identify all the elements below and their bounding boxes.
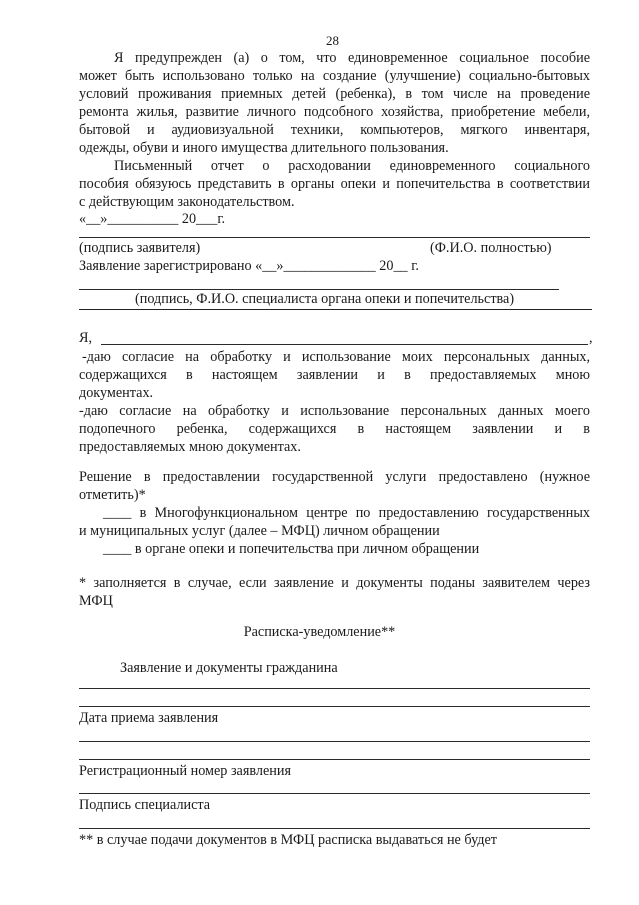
receipt-rule <box>79 688 590 689</box>
decision-option-guardianship: ____ в органе опеки и попечительства при личном обращении <box>103 541 480 557</box>
receipt-rule <box>79 741 590 742</box>
receipt-date-label: Дата приема заявления <box>79 710 219 726</box>
consent-comma: , <box>589 330 593 346</box>
receipt-rule <box>79 759 590 760</box>
specialist-label: (подпись, Ф.И.О. специалиста органа опеки и попечительства) <box>135 291 515 307</box>
decision-option-mfc-cont: и муниципальных услуг (далее – МФЦ) личном обращении <box>79 523 440 539</box>
consent-line: подопечного ребенка, содержащихся в настоящем заявлении и в <box>79 421 590 437</box>
date-line: «__»__________ 20___г. <box>79 211 226 227</box>
section-divider <box>79 309 592 310</box>
footnote1-line: * заполняется в случае, если заявление и документы поданы заявителем через <box>79 575 590 591</box>
receipt-title: Расписка-уведомление** <box>243 624 396 640</box>
receipt-rule <box>79 828 590 829</box>
consent-line: предоставляемых мною документах. <box>79 439 301 455</box>
fio-label: (Ф.И.О. полностью) <box>430 240 552 256</box>
decision-option-mfc: ____ в Многофункциональном центре по предоставлению государственных <box>103 505 590 521</box>
receipt-rule <box>79 706 590 707</box>
para1-line: условий проживания приемных детей (ребенка), в том числе на проведение <box>79 86 590 102</box>
para2-line: пособия обязуюсь представить в органы опеки и попечительства в соответствии <box>79 176 590 192</box>
consent-line: содержащихся в настоящем заявлении и в предоставляемых мною <box>79 367 590 383</box>
receipt-reg-label: Регистрационный номер заявления <box>79 763 291 779</box>
para1-line: бытовой и аудиовизуальной техники, компьютеров, мягкого инвентаря, <box>79 122 590 138</box>
registered-line: Заявление зарегистрировано «__»_____________ 20__ г. <box>79 258 419 274</box>
para2-line: с действующим законодательством. <box>79 194 295 210</box>
consent-line: -даю согласие на обработку и использование моих персональных данных, <box>82 349 590 365</box>
receipt-docs-label: Заявление и документы гражданина <box>120 660 338 676</box>
signature-label: (подпись заявителя) <box>79 240 201 256</box>
para1-line: может быть использовано только на создание (улучшение) социально-бытовых <box>79 68 590 84</box>
consent-line: документах. <box>79 385 154 401</box>
decision-line: Решение в предоставлении государственной услуги предоставлено (нужное <box>79 469 590 485</box>
para1-line: одежды, обуви и иного имущества длительного пользования. <box>79 140 449 156</box>
consent-name-rule <box>101 344 588 345</box>
specialist-rule <box>79 289 559 290</box>
consent-line: -даю согласие на обработку и использование персональных данных моего <box>79 403 590 419</box>
page-number: 28 <box>326 33 339 48</box>
para2-line: Письменный отчет о расходовании единовременного социального <box>114 158 590 174</box>
footnote2: ** в случае подачи документов в МФЦ расписка выдаваться не будет <box>79 832 497 848</box>
para1-line: ремонта жилья, развитие личного подсобного хозяйства, приобретение мебели, <box>79 104 590 120</box>
receipt-sign-label: Подпись специалиста <box>79 797 211 813</box>
receipt-rule <box>79 793 590 794</box>
consent-ya: Я, <box>79 330 93 346</box>
signature-rule <box>79 237 590 238</box>
decision-line: отметить)* <box>79 487 146 503</box>
footnote1-line: МФЦ <box>79 593 113 609</box>
para1-line: Я предупрежден (а) о том, что единовременное социальное пособие <box>114 50 590 66</box>
